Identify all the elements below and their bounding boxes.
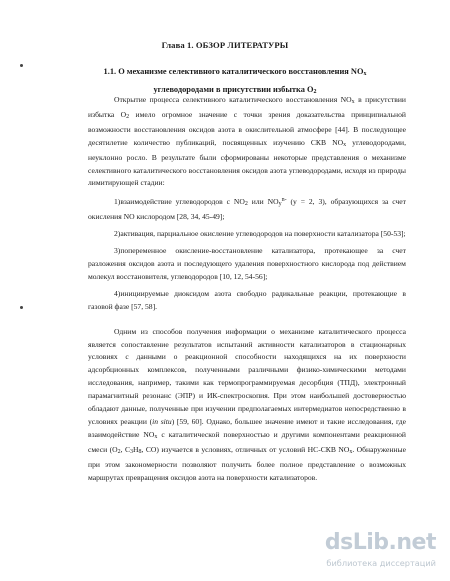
- body-text: [88, 94, 406, 484]
- list-item-2: 2)активация, парциальное окисление углеводородов на поверхности катализатора [50-53];: [114, 229, 406, 239]
- paragraph-methods: Одним из способов получения информации о механизме каталитического процесса является сопоставление результатов испытаний активности катализаторов в стационарных условиях с данными о реакционной способности находящихся на их поверхности адсорбционных комплексов, полученными различными физико-химическими методами исследования, например, такими как термопрограммируемая десорбция (ТПД), электронный парамагнитный резонанс (ЭПР) и ИК-спектроскопия. При этом наибольшей достоверностью обладают данные, полученные при изучении предполагаемых интермедиатов непосредственно в условиях реакции (in situ) [59, 60]. Однако, большее значение имеют и такие исследования, где взаимодействие $NO_x$ с каталитической поверхностью и другими компонентами реакционной смеси ($O_2$, $C_3H_8$, CO) изучается в условиях, отличных от условий НС-СКВ $NO_x$. Обнаруженные при этом закономерности позволяют получить более полное представление о возможных маршрутах превращения оксидов азота на поверхности катализаторов.: [88, 326, 406, 482]
- paragraph-intro: Открытие процесса селективного каталитического восстановления $NO_x$ в присутствии избытка $O_2$ имело огромное значение с точки зрения доказательства принципиальной возможности восстановления оксидов азота в окислительной атмосфере [44]. В последующее десятилетие количество публикаций, посвященных изучению СКВ $NO_x$ углеводородами, неуклонно росло. В результате были сформированы некоторые представления о механизме селективного каталитического восстановления оксидов азота углеводородами, исходя из природы лимитирующей стадии:: [88, 95, 407, 188]
- watermark-caption: библиотека диссертаций: [326, 558, 436, 568]
- list-item-4: 4)инициируемые диоксидом азота свободно радикальные реакции, протекающие в газовой фазе [57, 58].: [88, 288, 406, 311]
- site-watermark: [326, 529, 436, 571]
- section-heading-line1: 1.1. О механизме селективного каталитического восстановления $NO_x$: [103, 67, 367, 77]
- margin-dot: [20, 306, 23, 309]
- watermark-logo: dsLib.net: [324, 529, 436, 555]
- margin-dot: [20, 64, 23, 67]
- list-item-3: 3)попеременное окисление-восстановление катализатора, протекающее за счет разложения оксидов азота и последующего удаления поверхностного кислорода под действием молекул восстановителя, углеводородов [10, 12, 54-56];: [88, 246, 406, 281]
- section-heading-line2: углеводородами в присутствии избытка $O_2$: [153, 85, 317, 95]
- chapter-title: Глава 1. ОБЗОР ЛИТЕРАТУРЫ: [161, 40, 289, 50]
- list-item-1: 1)взаимодействие углеводородов с $NO_2$ или $NO_y^{n-}$ (y = 2, 3), образующихся за счет окисления NO кислородом [28, 34, 45-49];: [88, 197, 406, 222]
